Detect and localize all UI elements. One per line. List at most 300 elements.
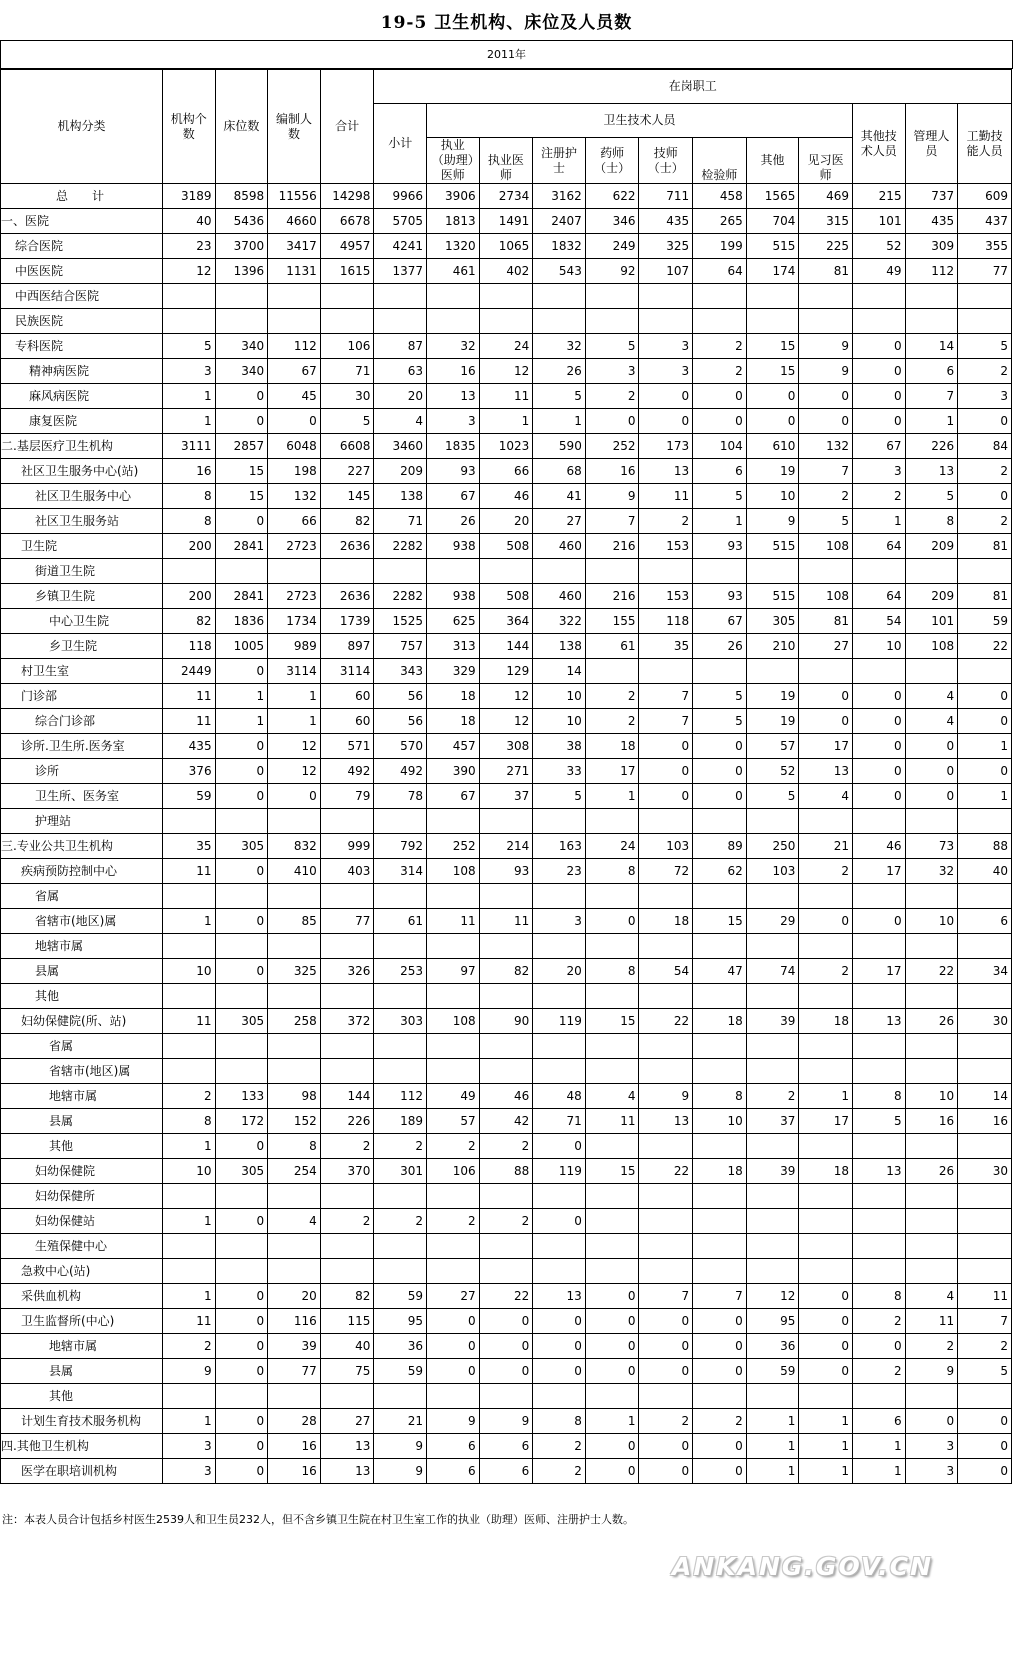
table-row — [1, 1309, 1012, 1334]
table-cell: 757 — [374, 634, 427, 659]
row-label: 医学在职培训机构 — [1, 1459, 163, 1484]
table-cell: 1 — [162, 1134, 215, 1159]
table-cell — [427, 1234, 480, 1259]
table-cell: 1 — [585, 784, 639, 809]
table-cell: 77 — [320, 909, 374, 934]
header-inst-count: 机构个数 — [162, 70, 215, 184]
year-label: 2011年 — [0, 40, 1013, 69]
table-cell: 4 — [799, 784, 853, 809]
table-cell: 46 — [852, 834, 905, 859]
table-cell: 0 — [852, 784, 905, 809]
table-cell — [693, 659, 747, 684]
table-row — [1, 934, 1012, 959]
table-cell: 35 — [162, 834, 215, 859]
table-cell: 62 — [693, 859, 747, 884]
table-cell: 13 — [320, 1434, 374, 1459]
table-cell: 340 — [215, 334, 268, 359]
table-cell: 29 — [746, 909, 799, 934]
table-cell: 49 — [852, 259, 905, 284]
table-cell — [215, 809, 268, 834]
table-cell: 200 — [162, 584, 215, 609]
table-cell: 10 — [693, 1109, 747, 1134]
table-cell: 54 — [639, 959, 693, 984]
table-cell: 5 — [693, 709, 747, 734]
table-cell — [852, 1234, 905, 1259]
table-cell: 57 — [746, 734, 799, 759]
table-row — [1, 759, 1012, 784]
table-row — [1, 459, 1012, 484]
table-cell: 4660 — [268, 209, 321, 234]
table-cell: 37 — [746, 1109, 799, 1134]
table-cell — [585, 984, 639, 1009]
table-cell — [479, 1034, 533, 1059]
table-cell: 6 — [479, 1459, 533, 1484]
table-cell — [905, 934, 958, 959]
table-row — [1, 884, 1012, 909]
table-row — [1, 1184, 1012, 1209]
table-cell: 0 — [427, 1309, 480, 1334]
table-cell: 144 — [320, 1084, 374, 1109]
table-cell: 4957 — [320, 234, 374, 259]
table-cell: 0 — [479, 1309, 533, 1334]
table-cell: 226 — [905, 434, 958, 459]
table-cell: 32 — [427, 334, 480, 359]
table-cell: 108 — [905, 634, 958, 659]
table-cell — [268, 1059, 321, 1084]
table-cell: 13 — [639, 459, 693, 484]
table-cell: 0 — [852, 734, 905, 759]
table-cell: 85 — [268, 909, 321, 934]
table-cell: 153 — [639, 584, 693, 609]
table-row — [1, 1209, 1012, 1234]
table-cell: 40 — [958, 859, 1012, 884]
table-cell: 0 — [215, 1459, 268, 1484]
table-cell — [799, 659, 853, 684]
table-cell: 346 — [585, 209, 639, 234]
row-label: 民族医院 — [1, 309, 163, 334]
table-cell: 3 — [639, 334, 693, 359]
table-cell: 17 — [852, 859, 905, 884]
table-cell: 9 — [374, 1434, 427, 1459]
table-cell: 98 — [268, 1084, 321, 1109]
table-cell: 16 — [905, 1109, 958, 1134]
row-label: 精神病医院 — [1, 359, 163, 384]
table-cell: 0 — [693, 1359, 747, 1384]
table-cell — [162, 1384, 215, 1409]
table-cell: 0 — [852, 759, 905, 784]
table-cell: 72 — [639, 859, 693, 884]
table-row — [1, 734, 1012, 759]
table-cell — [746, 934, 799, 959]
table-cell: 11556 — [268, 184, 321, 209]
table-cell — [533, 884, 586, 909]
table-cell — [320, 1259, 374, 1284]
table-cell: 0 — [215, 1409, 268, 1434]
table-cell: 48 — [533, 1084, 586, 1109]
header-beds: 床位数 — [215, 70, 268, 184]
table-cell: 390 — [427, 759, 480, 784]
table-cell: 64 — [852, 534, 905, 559]
table-cell — [268, 884, 321, 909]
table-cell: 46 — [479, 484, 533, 509]
table-cell — [852, 884, 905, 909]
table-cell: 0 — [905, 784, 958, 809]
row-label: 综合门诊部 — [1, 709, 163, 734]
table-cell: 0 — [585, 1284, 639, 1309]
table-cell: 8 — [585, 859, 639, 884]
table-cell: 15 — [585, 1159, 639, 1184]
row-label: 街道卫生院 — [1, 559, 163, 584]
table-cell: 938 — [427, 584, 480, 609]
table-cell — [320, 984, 374, 1009]
table-cell — [479, 1059, 533, 1084]
row-label: 门诊部 — [1, 684, 163, 709]
table-cell — [268, 1184, 321, 1209]
table-cell: 0 — [215, 1309, 268, 1334]
row-label: 妇幼保健所 — [1, 1184, 163, 1209]
table-cell: 7 — [693, 1284, 747, 1309]
table-cell: 2 — [693, 334, 747, 359]
table-cell: 0 — [639, 759, 693, 784]
table-cell: 5705 — [374, 209, 427, 234]
table-cell: 0 — [479, 1359, 533, 1384]
table-cell — [639, 659, 693, 684]
header-service: 工勤技能人员 — [958, 104, 1012, 184]
table-cell: 2857 — [215, 434, 268, 459]
table-cell: 492 — [374, 759, 427, 784]
table-cell — [320, 309, 374, 334]
table-cell — [799, 1384, 853, 1409]
table-cell: 64 — [852, 584, 905, 609]
table-row — [1, 1234, 1012, 1259]
table-cell: 1 — [162, 909, 215, 934]
table-cell: 0 — [639, 384, 693, 409]
table-cell: 49 — [427, 1084, 480, 1109]
table-cell: 460 — [533, 584, 586, 609]
table-row — [1, 384, 1012, 409]
table-cell: 2 — [852, 484, 905, 509]
table-cell: 4 — [905, 1284, 958, 1309]
table-cell — [268, 1034, 321, 1059]
table-cell — [693, 1384, 747, 1409]
header-other: 其他 — [746, 138, 799, 184]
table-cell: 116 — [268, 1309, 321, 1334]
table-cell — [585, 1184, 639, 1209]
table-cell: 2 — [162, 1084, 215, 1109]
table-cell: 792 — [374, 834, 427, 859]
table-cell: 0 — [693, 1459, 747, 1484]
table-cell: 1 — [268, 709, 321, 734]
table-cell: 3114 — [320, 659, 374, 684]
table-cell: 84 — [958, 434, 1012, 459]
table-cell: 2 — [479, 1209, 533, 1234]
table-cell — [374, 934, 427, 959]
table-cell: 2 — [958, 459, 1012, 484]
table-cell: 12 — [746, 1284, 799, 1309]
table-cell: 1836 — [215, 609, 268, 634]
table-cell: 2841 — [215, 584, 268, 609]
table-cell: 1734 — [268, 609, 321, 634]
table-cell — [479, 884, 533, 909]
table-cell: 9 — [585, 484, 639, 509]
table-cell: 8 — [852, 1084, 905, 1109]
table-cell: 625 — [427, 609, 480, 634]
table-row — [1, 1034, 1012, 1059]
table-cell: 508 — [479, 584, 533, 609]
table-row — [1, 834, 1012, 859]
table-cell: 2723 — [268, 584, 321, 609]
table-cell: 10 — [533, 684, 586, 709]
table-cell: 258 — [268, 1009, 321, 1034]
table-cell: 0 — [533, 1334, 586, 1359]
table-cell: 16 — [268, 1434, 321, 1459]
row-label: 社区卫生服务站 — [1, 509, 163, 534]
table-cell: 39 — [746, 1009, 799, 1034]
table-cell: 93 — [427, 459, 480, 484]
table-cell — [215, 1184, 268, 1209]
table-cell — [746, 1134, 799, 1159]
table-row — [1, 534, 1012, 559]
table-cell — [746, 984, 799, 1009]
table-cell: 0 — [852, 384, 905, 409]
table-cell: 119 — [533, 1159, 586, 1184]
table-row — [1, 1059, 1012, 1084]
table-cell: 3 — [162, 359, 215, 384]
table-cell: 9966 — [374, 184, 427, 209]
table-cell: 82 — [320, 509, 374, 534]
table-cell: 14 — [905, 334, 958, 359]
table-cell: 0 — [639, 1434, 693, 1459]
table-cell — [585, 659, 639, 684]
table-cell: 71 — [320, 359, 374, 384]
table-cell: 571 — [320, 734, 374, 759]
table-cell: 704 — [746, 209, 799, 234]
table-cell — [746, 809, 799, 834]
table-cell: 88 — [958, 834, 1012, 859]
table-cell: 370 — [320, 1159, 374, 1184]
table-cell — [905, 309, 958, 334]
table-cell: 1 — [746, 1434, 799, 1459]
table-cell: 39 — [268, 1334, 321, 1359]
table-cell: 0 — [852, 1334, 905, 1359]
table-cell: 1 — [162, 384, 215, 409]
table-cell: 2 — [958, 1334, 1012, 1359]
table-cell — [533, 809, 586, 834]
table-cell — [693, 559, 747, 584]
table-cell: 57 — [427, 1109, 480, 1134]
table-cell — [585, 309, 639, 334]
table-cell — [852, 1259, 905, 1284]
table-cell: 81 — [799, 609, 853, 634]
table-cell: 59 — [958, 609, 1012, 634]
table-cell: 22 — [479, 1284, 533, 1309]
table-cell: 2723 — [268, 534, 321, 559]
table-cell: 32 — [905, 859, 958, 884]
table-cell: 16 — [162, 459, 215, 484]
table-cell: 26 — [427, 509, 480, 534]
table-cell: 10 — [533, 709, 586, 734]
table-cell: 1739 — [320, 609, 374, 634]
table-cell: 0 — [639, 1459, 693, 1484]
table-cell: 11 — [162, 709, 215, 734]
table-cell — [905, 559, 958, 584]
table-cell — [905, 1034, 958, 1059]
table-cell — [374, 809, 427, 834]
table-cell: 0 — [746, 409, 799, 434]
table-cell: 5 — [799, 509, 853, 534]
table-cell: 0 — [693, 759, 747, 784]
table-cell: 0 — [799, 384, 853, 409]
table-row — [1, 484, 1012, 509]
table-cell: 59 — [374, 1284, 427, 1309]
table-cell: 11 — [162, 859, 215, 884]
table-cell: 0 — [215, 659, 268, 684]
header-pharmacist: 药师（士） — [585, 138, 639, 184]
table-cell: 104 — [693, 434, 747, 459]
table-cell: 1 — [162, 409, 215, 434]
table-cell: 1065 — [479, 234, 533, 259]
table-row — [1, 859, 1012, 884]
table-cell — [958, 1259, 1012, 1284]
table-cell: 12 — [268, 734, 321, 759]
table-cell: 265 — [693, 209, 747, 234]
table-row — [1, 609, 1012, 634]
table-cell: 0 — [639, 784, 693, 809]
table-cell: 0 — [693, 1309, 747, 1334]
table-cell: 0 — [799, 1359, 853, 1384]
row-label: 省属 — [1, 1034, 163, 1059]
table-cell — [746, 1184, 799, 1209]
table-cell: 0 — [639, 734, 693, 759]
table-cell — [905, 1259, 958, 1284]
table-cell: 0 — [268, 409, 321, 434]
table-row — [1, 684, 1012, 709]
table-cell: 0 — [958, 1434, 1012, 1459]
table-cell — [958, 1134, 1012, 1159]
table-cell: 11 — [585, 1109, 639, 1134]
table-row — [1, 434, 1012, 459]
row-label: 疾病预防控制中心 — [1, 859, 163, 884]
table-cell: 16 — [268, 1459, 321, 1484]
table-cell: 1813 — [427, 209, 480, 234]
table-cell: 27 — [427, 1284, 480, 1309]
table-cell: 1 — [746, 1459, 799, 1484]
table-cell: 106 — [427, 1159, 480, 1184]
table-cell: 2841 — [215, 534, 268, 559]
table-cell — [693, 934, 747, 959]
table-cell: 60 — [320, 709, 374, 734]
table-cell: 4 — [905, 709, 958, 734]
table-cell: 8 — [852, 1284, 905, 1309]
table-cell: 15 — [215, 459, 268, 484]
table-cell: 435 — [639, 209, 693, 234]
table-cell: 0 — [585, 1359, 639, 1384]
table-cell: 325 — [639, 234, 693, 259]
table-cell — [746, 1259, 799, 1284]
table-cell — [958, 659, 1012, 684]
table-cell — [799, 884, 853, 909]
table-cell — [215, 984, 268, 1009]
table-cell: 21 — [374, 1409, 427, 1434]
table-cell: 250 — [746, 834, 799, 859]
table-cell — [693, 809, 747, 834]
header-on-duty: 在岗职工 — [374, 70, 1012, 104]
table-cell: 81 — [958, 534, 1012, 559]
table-cell — [162, 809, 215, 834]
table-cell — [479, 1259, 533, 1284]
table-row — [1, 1459, 1012, 1484]
table-cell: 108 — [799, 584, 853, 609]
table-cell: 39 — [746, 1159, 799, 1184]
table-cell: 2 — [320, 1209, 374, 1234]
table-cell — [533, 1034, 586, 1059]
table-cell: 1 — [799, 1434, 853, 1459]
table-cell: 6 — [427, 1434, 480, 1459]
table-cell: 0 — [958, 759, 1012, 784]
table-cell — [905, 1384, 958, 1409]
table-cell: 24 — [479, 334, 533, 359]
table-cell: 515 — [746, 234, 799, 259]
table-cell: 0 — [639, 1334, 693, 1359]
table-cell — [215, 884, 268, 909]
table-cell: 0 — [585, 1434, 639, 1459]
table-cell: 1131 — [268, 259, 321, 284]
table-row — [1, 1284, 1012, 1309]
table-cell: 3 — [639, 359, 693, 384]
table-cell: 22 — [639, 1009, 693, 1034]
row-label: 护理站 — [1, 809, 163, 834]
table-cell — [958, 1209, 1012, 1234]
table-cell: 10 — [852, 634, 905, 659]
table-row — [1, 1259, 1012, 1284]
table-cell — [162, 1259, 215, 1284]
table-cell: 0 — [799, 1334, 853, 1359]
table-cell: 209 — [374, 459, 427, 484]
table-cell: 9 — [799, 359, 853, 384]
table-cell — [799, 809, 853, 834]
table-cell: 0 — [268, 784, 321, 809]
table-cell: 20 — [479, 509, 533, 534]
table-cell: 82 — [479, 959, 533, 984]
table-cell: 13 — [852, 1009, 905, 1034]
table-cell: 11 — [162, 1309, 215, 1334]
row-label: 专科医院 — [1, 334, 163, 359]
table-cell — [374, 1184, 427, 1209]
table-cell: 200 — [162, 534, 215, 559]
table-cell: 5 — [958, 1359, 1012, 1384]
table-cell: 0 — [533, 1134, 586, 1159]
table-cell: 11 — [162, 1009, 215, 1034]
table-cell: 2734 — [479, 184, 533, 209]
table-cell — [693, 1259, 747, 1284]
table-cell: 5 — [746, 784, 799, 809]
table-cell: 214 — [479, 834, 533, 859]
row-label: 省辖市(地区)属 — [1, 909, 163, 934]
table-cell — [427, 559, 480, 584]
table-cell: 119 — [533, 1009, 586, 1034]
table-cell: 9 — [799, 334, 853, 359]
table-cell: 3 — [905, 1459, 958, 1484]
table-cell: 10 — [746, 484, 799, 509]
table-cell: 8 — [162, 1109, 215, 1134]
table-cell: 52 — [746, 759, 799, 784]
table-cell: 18 — [427, 684, 480, 709]
table-cell: 8 — [162, 509, 215, 534]
table-cell — [799, 1059, 853, 1084]
table-cell: 12 — [479, 359, 533, 384]
table-cell — [215, 309, 268, 334]
table-cell: 5 — [320, 409, 374, 434]
